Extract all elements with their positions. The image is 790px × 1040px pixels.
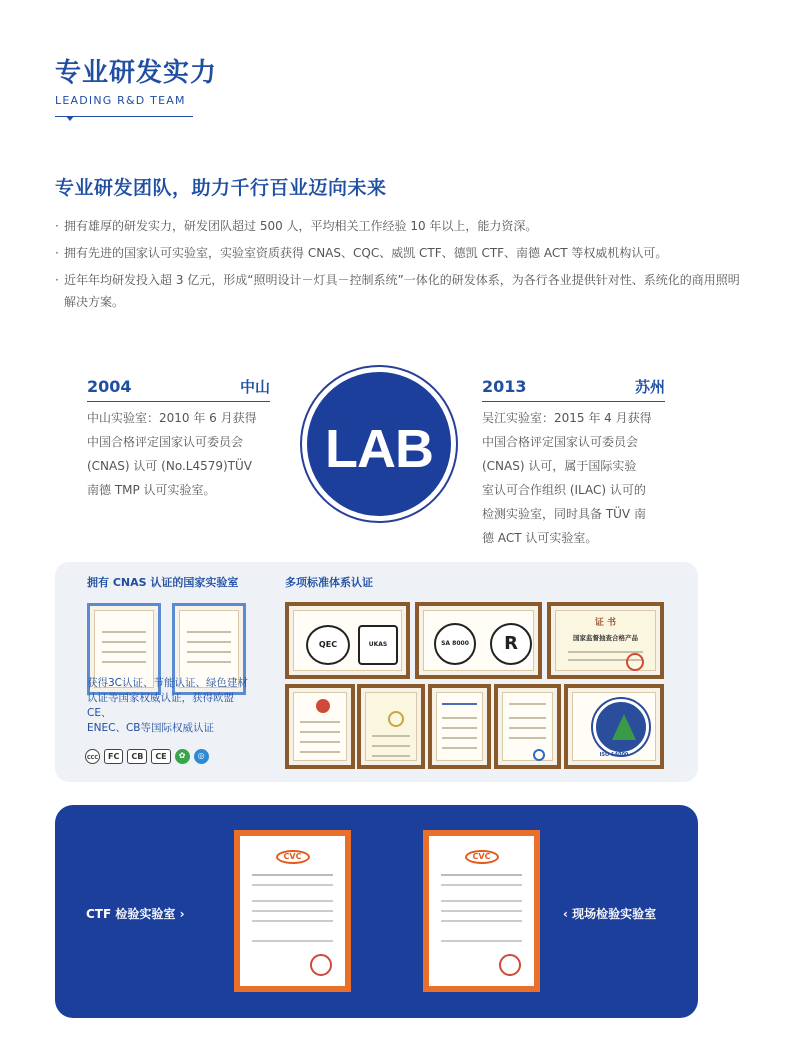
ukas-logo-icon: UKAS xyxy=(358,625,398,665)
iso14000-logo-icon xyxy=(593,699,649,755)
fc-logo-icon: FC xyxy=(104,749,123,764)
cert-description-line: ENEC、CB等国际权威认证 xyxy=(87,722,214,734)
title-underline xyxy=(55,116,193,117)
lab-badge-text: LAB xyxy=(325,419,433,479)
divider xyxy=(87,401,270,402)
lab-desc-line: (CNAS) 认可，属于国际实验 xyxy=(482,459,637,473)
certificate-image xyxy=(415,602,542,679)
chevron-right-icon: › xyxy=(179,907,185,921)
certificate-subtitle: 国家监督抽查合格产品 xyxy=(573,634,638,642)
lab-desc-line: (CNAS) 认可 (No.L4579)TÜV xyxy=(87,459,253,473)
field-lab-label: 现场检验实验室 xyxy=(572,907,657,921)
lab-desc-line: 南德 TMP 认可实验室。 xyxy=(87,483,216,497)
cvc-logo-icon: CVC xyxy=(465,850,499,864)
divider xyxy=(482,401,665,402)
certificate-image xyxy=(494,684,561,769)
certificate-image xyxy=(547,602,664,679)
red-seal-icon xyxy=(626,653,644,671)
certificate-image xyxy=(285,684,355,769)
certificate-stamp-icon: QEC xyxy=(306,625,350,665)
cert-description xyxy=(87,676,257,736)
lab-desc-line: 吴江实验室：2015 年 4 月获得 xyxy=(482,411,652,425)
green-leaf-icon: ✿ xyxy=(175,749,190,764)
certificate-image xyxy=(285,602,410,679)
ce-logo-icon: CE xyxy=(151,749,170,764)
red-emblem-icon xyxy=(316,699,330,713)
lab-desc-line: 中山实验室：2010 年 6 月获得 xyxy=(87,411,257,425)
tree-icon xyxy=(612,714,636,740)
feature-item: · 近年年均研发投入超 3 亿元，形成“照明设计－灯具－控制系统”一体化的研发体系，为各行各业提供针对性、系统化的商用照明解决方案。 xyxy=(55,269,745,313)
certificate-image xyxy=(564,684,664,769)
lab-year: 2004 xyxy=(87,377,132,396)
lab-zhongshan xyxy=(87,375,270,502)
cb-logo-icon: CB xyxy=(127,749,147,764)
system-cert-title: 多项标准体系认证 xyxy=(285,576,373,589)
iso-label: ISO 14000 xyxy=(599,752,629,758)
cvc-logo-icon: CVC xyxy=(276,850,310,864)
lab-city: 中山 xyxy=(239,378,270,396)
sa8000-logo-icon: SA 8000 xyxy=(434,623,476,665)
ctf-lab-link[interactable] xyxy=(86,905,185,922)
feature-item: · 拥有雄厚的研发实力，研发团队超过 500 人，平均相关工作经验 10 年以上，能力资深。 xyxy=(55,215,745,237)
chevron-left-icon: ‹ xyxy=(563,907,568,921)
feature-item: · 拥有先进的国家认可实验室，实验室资质获得 CNAS、CQC、威凯 CTF、德凯 CTF、南德 ACT 等权威机构认可。 xyxy=(55,242,745,264)
title-underline-pointer xyxy=(66,116,74,121)
gold-emblem-icon xyxy=(388,711,404,727)
ctf-lab-label: CTF 检验实验室 xyxy=(86,907,176,921)
red-seal-icon xyxy=(499,954,521,976)
cert-description-line: 认证等国家权威认证，获得欧盟CE、 xyxy=(87,692,234,719)
page-title: 专业研发实力 xyxy=(55,58,218,88)
lab-desc-line: 室认可合作组织 (ILAC) 认可的 xyxy=(482,483,646,497)
lab-year: 2013 xyxy=(482,377,527,396)
cert-logo-row xyxy=(85,749,209,765)
cnas-lab-title: 拥有 CNAS 认证的国家实验室 xyxy=(87,576,239,589)
lab-city: 苏州 xyxy=(634,378,665,396)
lab-desc-line: 中国合格评定国家认可委员会 xyxy=(87,435,244,449)
lab-desc-line: 中国合格评定国家认可委员会 xyxy=(482,435,639,449)
red-seal-icon xyxy=(310,954,332,976)
lab-desc-line: 检测实验室，同时具备 TÜV 南 xyxy=(482,507,646,521)
feature-list xyxy=(55,215,745,318)
page-subtitle: LEADING R&D TEAM xyxy=(55,94,186,107)
ccc-logo-text: CCC xyxy=(86,755,98,761)
field-lab-certificate-image xyxy=(423,830,540,992)
certificate-title: 证 书 xyxy=(594,618,617,628)
field-lab-link[interactable] xyxy=(563,905,656,922)
registered-mark-icon: R xyxy=(490,623,532,665)
energy-saving-icon: ◎ xyxy=(194,749,209,764)
certificate-image xyxy=(357,684,425,769)
cert-description-line: 获得3C认证、节能认证、绿色建材 xyxy=(87,677,249,689)
lab-suzhou xyxy=(482,375,665,550)
ctf-lab-certificate-image xyxy=(234,830,351,992)
lab-desc-line: 德 ACT 认可实验室。 xyxy=(482,531,598,545)
ccc-logo-icon xyxy=(85,749,100,764)
certificate-image xyxy=(428,684,491,769)
section-headline: 专业研发团队，助力千行百业迈向未来 xyxy=(55,177,387,199)
blue-seal-icon xyxy=(533,749,545,761)
